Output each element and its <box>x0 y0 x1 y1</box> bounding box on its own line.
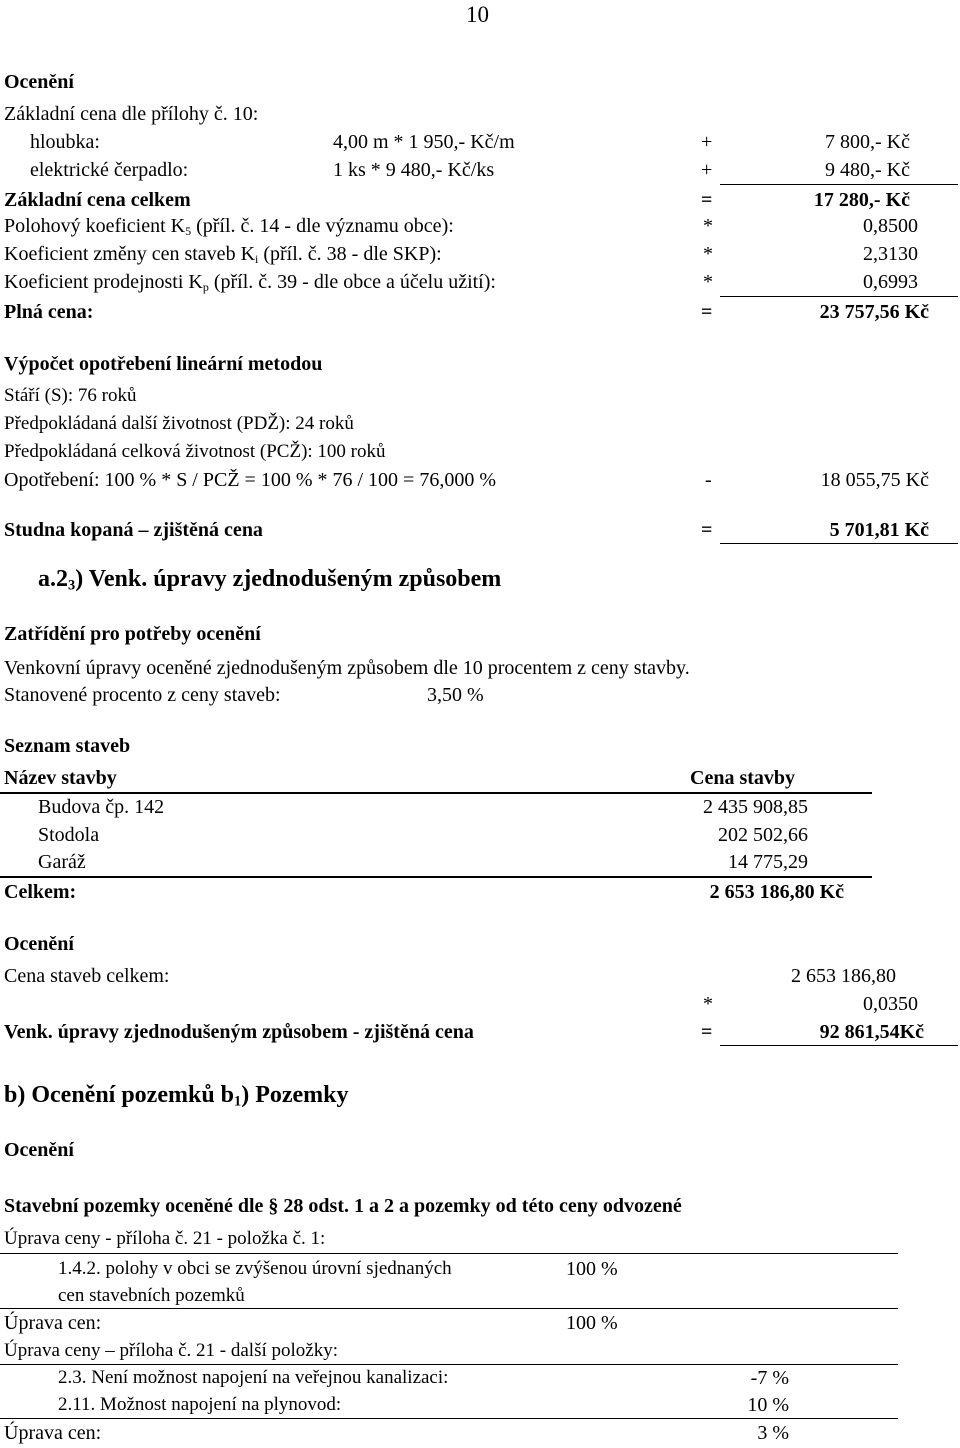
row-op-depth: + <box>701 131 713 153</box>
adjustment-2-rule <box>0 1364 898 1365</box>
age-line: Stáří (S): 76 roků <box>4 385 137 406</box>
land-section-heading: b) Ocenění pozemků $b_1$) Pozemky <box>4 1082 349 1110</box>
buildings-total-value: 2 653 186,80 Kč <box>709 881 844 903</box>
coef-k5-label: Polohový koeficient $K_5$ (příl. č. 14 - dle významu obce): <box>4 215 454 238</box>
base-price-label: Základní cena dle přílohy č. 10: <box>4 103 259 125</box>
adjustment-1-label: Úprava ceny - příloha č. 21 - položka č. 1: <box>4 1228 326 1249</box>
remaining-life-line: Předpokládaná další životnost (PDŽ): 24 roků <box>4 413 354 434</box>
adjustment-1-item-value: 100 % <box>566 1258 618 1280</box>
adjustment-2-result-value: 3 % <box>757 1422 789 1444</box>
adjustment-1-item-line2: cen stavebních pozemků <box>58 1285 245 1306</box>
col-header-price: Cena stavby <box>690 767 796 789</box>
base-total-label: Základní cena celkem <box>4 189 191 211</box>
row-label-depth: hloubka: <box>30 131 100 153</box>
outdoor-result-underline <box>720 1045 958 1046</box>
well-result-op: = <box>701 519 713 541</box>
wear-op: - <box>705 469 712 491</box>
well-result-value: 5 701,81 Kč <box>829 519 929 541</box>
building-price: 14 775,29 <box>728 851 808 873</box>
adjustment-2-item-value: 10 % <box>747 1394 789 1416</box>
adjustment-2-item-value: -7 % <box>750 1367 789 1389</box>
base-total-value: 17 280,- Kč <box>813 189 910 211</box>
coef-k5-op: * <box>703 215 713 237</box>
full-price-op: = <box>701 301 713 323</box>
classification-description: Venkovní úpravy oceněné zjednodušeným způsobem dle 10 procentem z ceny stavby. <box>4 657 690 679</box>
adjustment-1-result-rule <box>0 1308 898 1309</box>
well-result-underline <box>720 543 958 544</box>
a23-heading: $a.2_3$) Venk. úpravy zjednodušeným způsobem <box>38 566 502 594</box>
coef-kp-op: * <box>703 271 713 293</box>
wear-value: 18 055,75 Kč <box>820 469 929 491</box>
well-result-label: Studna kopaná – zjištěná cena <box>4 519 263 541</box>
building-name: Budova čp. 142 <box>38 796 165 818</box>
building-name: Stodola <box>38 824 100 846</box>
outdoor-result-label: Venk. úpravy zjednodušeným způsobem - zjištěná cena <box>4 1021 474 1043</box>
sum-value: 2 653 186,80 <box>791 965 896 987</box>
valuation-heading: Ocenění <box>4 933 74 955</box>
land-valuation-heading: Ocenění <box>4 1139 74 1161</box>
outdoor-result-op: = <box>701 1021 713 1043</box>
section-heading: Ocenění <box>4 71 74 93</box>
outdoor-result-value: 92 861,54Kč <box>819 1021 924 1043</box>
buildings-list-heading: Seznam staveb <box>4 735 131 757</box>
adjustment-2-item: 2.3. Není možnost napojení na veřejnou kanalizaci: <box>58 1367 449 1388</box>
mult-op: * <box>703 993 713 1015</box>
mult-value: 0,0350 <box>863 993 918 1015</box>
percent-value: 3,50 % <box>427 684 484 706</box>
building-price: 202 502,66 <box>718 824 808 846</box>
total-life-line: Předpokládaná celková životnost (PCŽ): 100 roků <box>4 441 386 462</box>
coef-kp-label: Koeficient prodejnosti $K_p$ (příl. č. 39 - dle obce a účelu užití): <box>4 271 496 294</box>
col-header-name: Název stavby <box>4 767 117 789</box>
table-total-rule <box>0 876 872 878</box>
adjustment-1-item-line1: 1.4.2. polohy v obci se zvýšenou úrovní sjednaných <box>58 1258 452 1279</box>
row-op-pump: + <box>701 159 713 181</box>
coef-k5-value: 0,8500 <box>863 215 918 237</box>
sum-underline <box>720 184 958 185</box>
classification-heading: Zatřídění pro potřeby ocenění <box>4 623 261 645</box>
adjustment-1-rule <box>0 1253 898 1254</box>
full-price-value: 23 757,56 Kč <box>819 301 929 323</box>
wear-label: Opotřebení: 100 % * S / PCŽ = 100 % * 76 / 100 = 76,000 % <box>4 469 496 491</box>
row-value-depth: 7 800,- Kč <box>825 131 910 153</box>
full-price-label: Plná cena: <box>4 301 94 323</box>
adjustment-2-result-label: Úprava cen: <box>4 1422 102 1444</box>
full-price-underline <box>720 296 958 297</box>
coef-ki-op: * <box>703 243 713 265</box>
adjustment-2-item: 2.11. Možnost napojení na plynovod: <box>58 1394 342 1415</box>
base-total-op: = <box>701 189 713 211</box>
row-calc-pump: 1 ks * 9 480,- Kč/ks <box>333 159 495 181</box>
building-name: Garáž <box>38 851 86 873</box>
adjustment-2-label: Úprava ceny – příloha č. 21 - další položky: <box>4 1340 338 1361</box>
table-header-rule <box>0 792 872 794</box>
percent-label: Stanovené procento z ceny staveb: <box>4 684 281 706</box>
adjustment-2-result-rule <box>0 1418 898 1419</box>
adjustment-1-result-value: 100 % <box>566 1312 618 1334</box>
buildings-total-label: Celkem: <box>4 881 77 903</box>
row-value-pump: 9 480,- Kč <box>825 159 910 181</box>
row-label-pump: elektrické čerpadlo: <box>30 159 189 181</box>
building-land-heading: Stavební pozemky oceněné dle § 28 odst. 1 a 2 a pozemky od této ceny odvozené <box>4 1195 682 1217</box>
coef-ki-label: Koeficient změny cen staveb $K_i$ (příl. č. 38 - dle SKP): <box>4 243 442 266</box>
adjustment-1-result-label: Úprava cen: <box>4 1312 102 1334</box>
row-calc-depth: 4,00 m * 1 950,- Kč/m <box>333 131 515 153</box>
sum-label: Cena staveb celkem: <box>4 965 170 987</box>
coef-ki-value: 2,3130 <box>863 243 918 265</box>
page-number: 10 <box>466 2 489 27</box>
building-price: 2 435 908,85 <box>703 796 808 818</box>
depreciation-heading: Výpočet opotřebení lineární metodou <box>4 353 323 375</box>
coef-kp-value: 0,6993 <box>863 271 918 293</box>
